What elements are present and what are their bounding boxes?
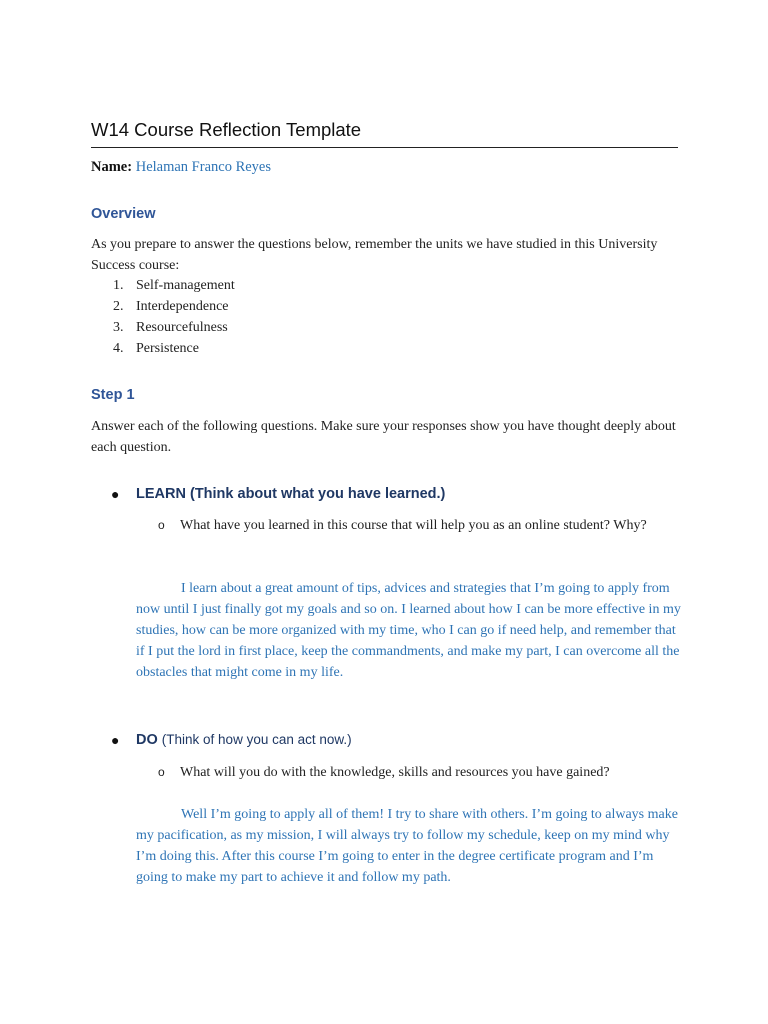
learn-hint: (Think about what you have learned.) (189, 486, 446, 502)
circle-bullet-icon: o (158, 518, 165, 532)
list-item (91, 275, 235, 296)
name-value: Helaman Franco Reyes (135, 159, 272, 175)
learn-answer: I learn about a great amount of tips, advices and strategies that I’m going to apply from now until I just finally got my goals and so on. I learned about how I can be more effective in my studies, how can be more organized with my time, who I can go if need help, and remember that if I put the lord in first place, keep the commandments, and make my part, I can overcome all the obstacles that might come in my life. (136, 581, 681, 680)
learn-label: LEARN (136, 486, 186, 502)
overview-heading: Overview (91, 206, 156, 222)
do-heading (136, 730, 352, 750)
list-item (91, 296, 235, 317)
document-page (91, 0, 681, 1024)
bullet-dot-icon: ● (111, 732, 120, 748)
step-heading: Step 1 (91, 387, 135, 403)
list-number: 2. (113, 299, 124, 314)
name-label: Name (91, 159, 128, 175)
list-label: Interdependence (136, 299, 229, 314)
list-label: Resourcefulness (136, 320, 228, 335)
name-colon: : (127, 159, 133, 175)
list-item (91, 317, 235, 338)
do-hint: (Think of how you can act now.) (161, 732, 352, 747)
do-label: DO (136, 732, 158, 748)
circle-bullet-icon: o (158, 765, 165, 779)
overview-text: As you prepare to answer the questions below, remember the units we have studied in this University Success course: (91, 237, 658, 273)
units-list (91, 275, 235, 359)
step-text: Answer each of the following questions. Make sure your responses show you have thought deeply about each question. (91, 419, 676, 455)
document-title: W14 Course Reflection Template (91, 118, 678, 148)
do-answer: Well I’m going to apply all of them! I try to share with others. I’m going to always make my pacification, as my mission, I will always try to follow my schedule, keep on my mind why I’m doing this. After this course I’m going to enter in the degree certificate program and I’m going to make my part to achieve it and follow my path. (136, 807, 678, 885)
do-question-text: What will you do with the knowledge, skills and resources you have gained? (180, 765, 610, 780)
list-number: 3. (113, 320, 124, 335)
name-line (91, 157, 271, 177)
bullet-dot-icon: ● (111, 486, 120, 502)
list-item (91, 338, 235, 359)
learn-heading (136, 484, 445, 504)
list-label: Self-management (136, 278, 235, 293)
list-number: 1. (113, 278, 124, 293)
list-number: 4. (113, 341, 124, 356)
list-label: Persistence (136, 341, 199, 356)
learn-question-text: What have you learned in this course that will help you as an online student? Why? (180, 518, 647, 533)
